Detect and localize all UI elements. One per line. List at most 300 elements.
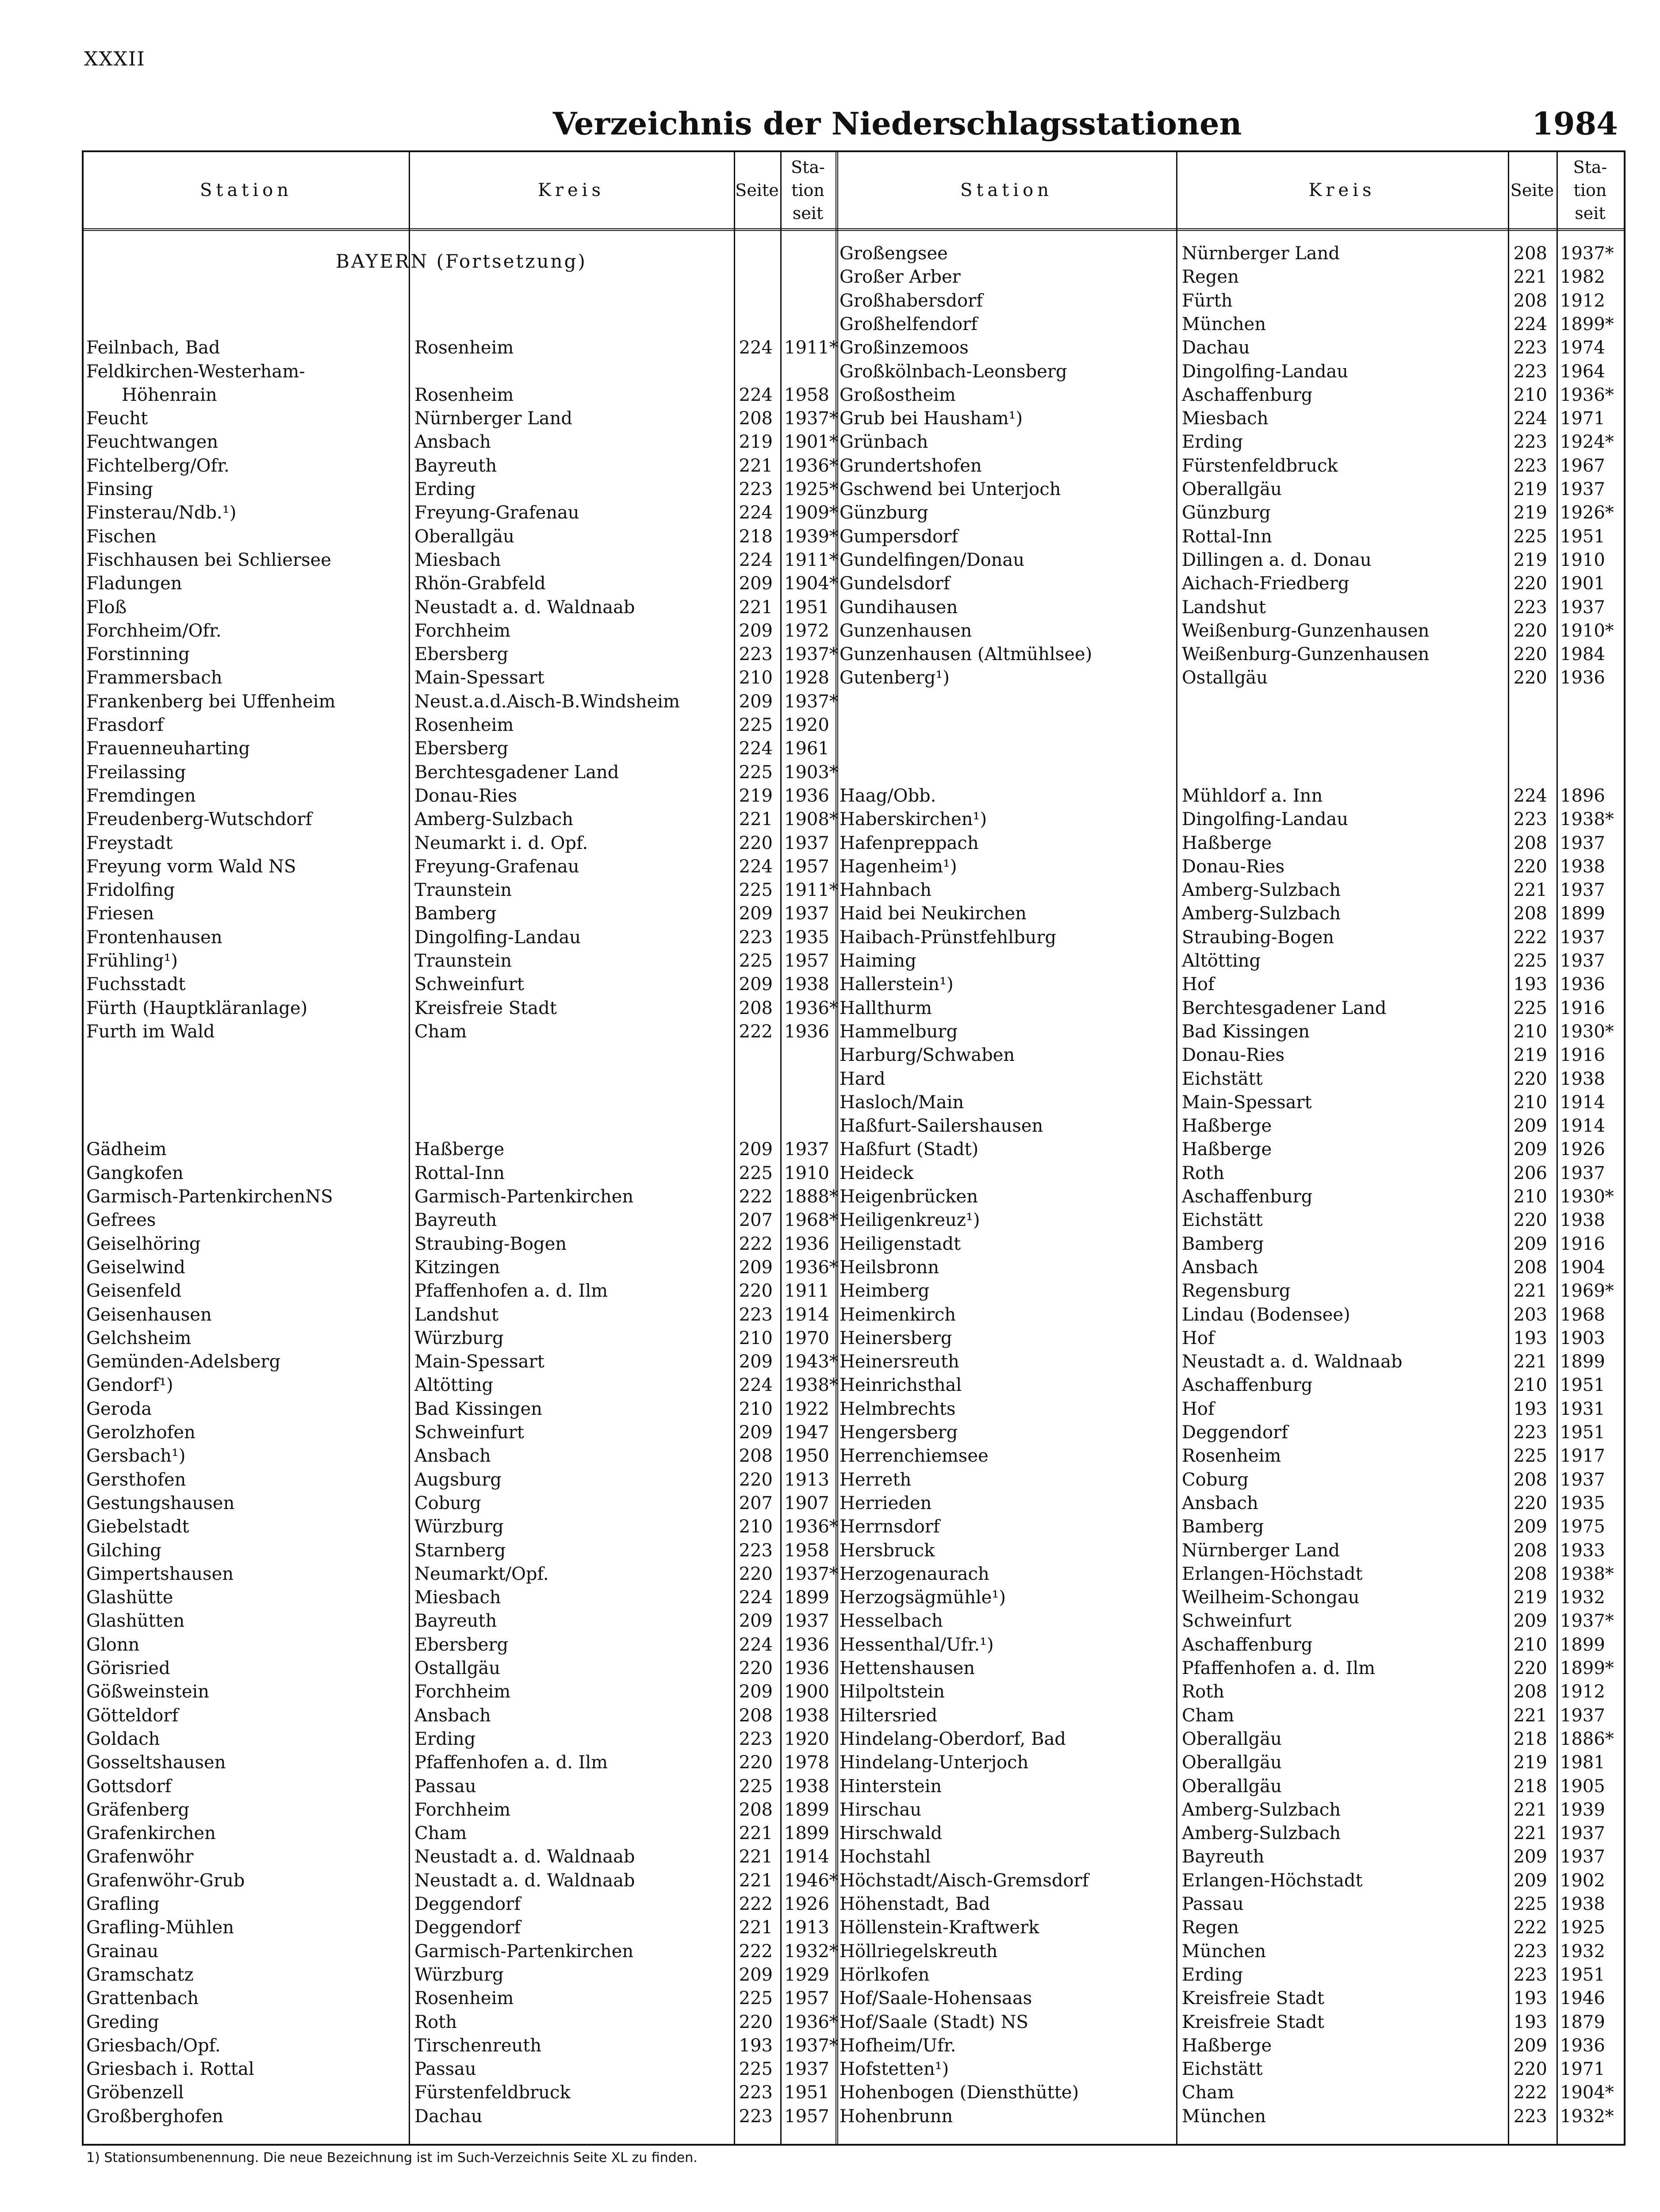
station-name: Höllenstein-Kraftwerk bbox=[840, 1917, 1039, 1938]
kreis-name: Ansbach bbox=[414, 1705, 491, 1726]
table-row bbox=[84, 972, 836, 996]
table-row bbox=[837, 2057, 1624, 2081]
header-kreis-right: Kreis bbox=[1308, 180, 1376, 200]
kreis-name: Rottal-Inn bbox=[414, 1163, 505, 1183]
kreis-name: Eichstätt bbox=[1182, 1068, 1263, 1089]
table-row bbox=[84, 1256, 836, 1279]
seite-value: 209 bbox=[739, 1964, 773, 1985]
seite-value: 209 bbox=[739, 1611, 773, 1632]
kreis-name: Ebersberg bbox=[414, 1634, 509, 1655]
station-since: 1904* bbox=[784, 573, 838, 594]
table-row bbox=[84, 996, 836, 1020]
kreis-name: Roth bbox=[414, 2012, 457, 2032]
station-since: 1937* bbox=[784, 1563, 838, 1584]
station-name: Haßfurt (Stadt) bbox=[840, 1139, 979, 1160]
table-row bbox=[84, 2081, 836, 2104]
seite-value: 210 bbox=[1513, 1021, 1547, 1042]
page-number: XXXII bbox=[84, 48, 146, 70]
station-name: Haberskirchen¹) bbox=[840, 809, 987, 830]
kreis-name: Ansbach bbox=[414, 1446, 491, 1467]
table-row bbox=[837, 1232, 1624, 1256]
seite-value: 210 bbox=[739, 1398, 773, 1419]
kreis-name: Amberg-Sulzbach bbox=[1182, 903, 1341, 924]
station-since: 1899 bbox=[784, 1799, 829, 1820]
seite-value: 210 bbox=[1513, 1187, 1547, 1207]
kreis-name: Donau-Ries bbox=[1182, 1045, 1285, 1066]
header-seite-left: Seite bbox=[735, 180, 779, 200]
kreis-name: Fürth bbox=[1182, 290, 1233, 311]
station-since: 1935 bbox=[784, 927, 829, 948]
seite-value: 208 bbox=[1513, 1682, 1547, 1702]
station-since: 1899 bbox=[1560, 1352, 1605, 1372]
seite-value: 203 bbox=[1513, 1304, 1547, 1325]
station-name: Freystadt bbox=[86, 833, 173, 853]
table-row bbox=[837, 926, 1624, 949]
station-since: 1916 bbox=[1560, 998, 1605, 1018]
kreis-name: Rhön-Grabfeld bbox=[414, 573, 546, 594]
kreis-name: Bamberg bbox=[1182, 1233, 1264, 1254]
table-row bbox=[837, 1373, 1624, 1397]
station-name: Herrnsdorf bbox=[840, 1517, 940, 1537]
seite-value: 221 bbox=[739, 809, 773, 830]
station-name: Frammersbach bbox=[86, 668, 222, 688]
table-row bbox=[837, 1869, 1624, 1893]
station-name: Forchheim/Ofr. bbox=[86, 620, 222, 641]
kreis-name: Rosenheim bbox=[414, 384, 514, 405]
table-row bbox=[84, 595, 836, 619]
kreis-name: Erding bbox=[414, 1728, 476, 1749]
station-since: 1957 bbox=[784, 951, 829, 971]
seite-value: 223 bbox=[1513, 432, 1547, 453]
station-name: Frontenhausen bbox=[86, 927, 222, 948]
station-name: Hinterstein bbox=[840, 1776, 942, 1797]
kreis-name: Amberg-Sulzbach bbox=[1182, 1799, 1341, 1820]
kreis-name: Weißenburg-Gunzenhausen bbox=[1182, 644, 1430, 665]
station-since: 1902 bbox=[1560, 1870, 1605, 1891]
station-name: Fischhausen bei Schliersee bbox=[86, 549, 331, 570]
table-row bbox=[84, 1562, 836, 1586]
station-since: 1936 bbox=[784, 1233, 829, 1254]
station-since: 1899 bbox=[1560, 1634, 1605, 1655]
table-row bbox=[84, 642, 836, 666]
station-since: 1901 bbox=[1560, 573, 1605, 594]
seite-value: 193 bbox=[1513, 1988, 1547, 2009]
seite-value: 209 bbox=[739, 974, 773, 995]
kreis-name: Schweinfurt bbox=[414, 974, 524, 995]
station-name: Floß bbox=[86, 597, 127, 618]
table-row bbox=[84, 1326, 836, 1350]
table-row bbox=[84, 902, 836, 926]
seite-value: 209 bbox=[739, 1352, 773, 1372]
seite-value: 209 bbox=[1513, 1139, 1547, 1160]
table-row bbox=[837, 477, 1624, 501]
station-name: Gößweinstein bbox=[86, 1682, 210, 1702]
seite-value: 220 bbox=[739, 1281, 773, 1302]
station-name: Hirschau bbox=[840, 1799, 922, 1820]
station-name: Grafling bbox=[86, 1894, 160, 1914]
station-name: Höhenrain bbox=[122, 384, 217, 405]
station-since: 1900 bbox=[784, 1682, 829, 1702]
seite-value: 218 bbox=[739, 526, 773, 547]
station-name: Hahnbach bbox=[840, 880, 932, 901]
station-since: 1937* bbox=[784, 644, 838, 665]
table-row bbox=[837, 1892, 1624, 1916]
station-name: Glashütte bbox=[86, 1587, 173, 1608]
seite-value: 220 bbox=[739, 1658, 773, 1678]
seite-value: 222 bbox=[739, 1941, 773, 1962]
seite-value: 223 bbox=[739, 1728, 773, 1749]
seite-value: 223 bbox=[739, 927, 773, 948]
kreis-name: Roth bbox=[1182, 1163, 1225, 1183]
seite-value: 220 bbox=[1513, 620, 1547, 641]
station-since: 1964 bbox=[1560, 361, 1605, 382]
station-since: 1937 bbox=[784, 833, 829, 853]
table-row bbox=[84, 1421, 836, 1444]
seite-value: 224 bbox=[1513, 314, 1547, 334]
kreis-name: Straubing-Bogen bbox=[414, 1233, 567, 1254]
kreis-name: Eichstätt bbox=[1182, 2059, 1263, 2080]
seite-value: 222 bbox=[739, 1021, 773, 1042]
table-row bbox=[84, 1491, 836, 1515]
kreis-name: Donau-Ries bbox=[1182, 856, 1285, 877]
seite-value: 224 bbox=[739, 338, 773, 358]
kreis-name: Rosenheim bbox=[414, 338, 514, 358]
kreis-name: Dingolfing-Landau bbox=[414, 927, 581, 948]
kreis-name: Neumarkt i. d. Opf. bbox=[414, 833, 588, 853]
kreis-name: Landshut bbox=[414, 1304, 498, 1325]
table-row bbox=[84, 619, 836, 643]
kreis-name: Weilheim-Schongau bbox=[1182, 1587, 1360, 1608]
kreis-name: Ostallgäu bbox=[414, 1658, 501, 1678]
station-since: 1937* bbox=[784, 691, 838, 712]
station-since: 1957 bbox=[784, 856, 829, 877]
seite-value: 220 bbox=[1513, 668, 1547, 688]
station-name: Heimenkirch bbox=[840, 1304, 956, 1325]
station-since: 1932* bbox=[784, 1941, 838, 1962]
station-since: 1914 bbox=[1560, 1092, 1605, 1113]
seite-value: 219 bbox=[1513, 479, 1547, 499]
station-since: 1920 bbox=[784, 715, 829, 735]
seite-value: 221 bbox=[739, 1870, 773, 1891]
station-name: Hohenbrunn bbox=[840, 2106, 953, 2127]
station-name: Gunzenhausen bbox=[840, 620, 972, 641]
table-row bbox=[837, 1916, 1624, 1939]
table-row bbox=[84, 383, 836, 407]
station-name: Hilpoltstein bbox=[840, 1682, 945, 1702]
header-seit-left: Sta- tion seit bbox=[791, 157, 825, 223]
kreis-name: Garmisch-Partenkirchen bbox=[414, 1941, 634, 1962]
table-row bbox=[84, 1468, 836, 1492]
table-row bbox=[837, 548, 1624, 572]
station-since: 1930* bbox=[1560, 1187, 1614, 1207]
kreis-name: Altötting bbox=[1182, 951, 1261, 971]
station-since: 1924* bbox=[1560, 432, 1614, 453]
kreis-name: Bad Kissingen bbox=[1182, 1021, 1310, 1042]
station-name: Gestungshausen bbox=[86, 1493, 235, 1513]
table-row bbox=[837, 312, 1624, 336]
kreis-name: Erlangen-Höchstadt bbox=[1182, 1563, 1363, 1584]
station-since: 1936 bbox=[1560, 668, 1605, 688]
table-row bbox=[837, 454, 1624, 478]
seite-value: 224 bbox=[739, 738, 773, 759]
kreis-name: Starnberg bbox=[414, 1540, 506, 1561]
station-name: Großberghofen bbox=[86, 2106, 223, 2127]
kreis-name: Pfaffenhofen a. d. Ilm bbox=[414, 1281, 608, 1302]
station-since: 1958 bbox=[784, 384, 829, 405]
seite-value: 223 bbox=[1513, 338, 1547, 358]
station-since: 1971 bbox=[1560, 408, 1605, 429]
seite-value: 223 bbox=[1513, 1422, 1547, 1443]
seite-value: 222 bbox=[1513, 927, 1547, 948]
table-row bbox=[837, 289, 1624, 313]
kreis-name: Main-Spessart bbox=[414, 668, 544, 688]
table-row bbox=[84, 1137, 836, 1161]
table-row bbox=[837, 1539, 1624, 1563]
seite-value: 220 bbox=[739, 2012, 773, 2032]
table-row bbox=[837, 383, 1624, 407]
station-since: 1912 bbox=[1560, 290, 1605, 311]
table-row bbox=[837, 1751, 1624, 1774]
table-row bbox=[84, 1916, 836, 1939]
table-row bbox=[837, 1256, 1624, 1279]
table-row bbox=[84, 855, 836, 879]
seite-value: 222 bbox=[1513, 2082, 1547, 2103]
station-since: 1911* bbox=[784, 338, 838, 358]
station-since: 1909* bbox=[784, 503, 838, 523]
station-since: 1910* bbox=[1560, 620, 1614, 641]
seite-value: 220 bbox=[1513, 1493, 1547, 1513]
station-since: 1968 bbox=[1560, 1304, 1605, 1325]
station-since: 1914 bbox=[784, 1304, 829, 1325]
seite-value: 223 bbox=[1513, 2106, 1547, 2127]
station-since: 1938 bbox=[1560, 856, 1605, 877]
station-since: 1937* bbox=[1560, 243, 1614, 264]
seite-value: 221 bbox=[1513, 1705, 1547, 1726]
seite-value: 209 bbox=[739, 691, 773, 712]
kreis-name: Würzburg bbox=[414, 1517, 504, 1537]
seite-value: 209 bbox=[739, 573, 773, 594]
station-name: Hofstetten¹) bbox=[840, 2059, 949, 2080]
seite-value: 210 bbox=[739, 668, 773, 688]
station-since: 1932* bbox=[1560, 2106, 1614, 2127]
kreis-name: Aschaffenburg bbox=[1182, 1375, 1313, 1396]
station-name: Geisenhausen bbox=[86, 1304, 212, 1325]
kreis-name: Landshut bbox=[1182, 597, 1266, 618]
station-name: Gundihausen bbox=[840, 597, 958, 618]
station-name: Fremdingen bbox=[86, 785, 196, 806]
station-name: Großengsee bbox=[840, 243, 948, 264]
station-name: Finsing bbox=[86, 479, 153, 499]
station-since: 1917 bbox=[1560, 1446, 1605, 1467]
seite-value: 222 bbox=[739, 1187, 773, 1207]
station-name: Höchstadt/Aisch-Gremsdorf bbox=[840, 1870, 1089, 1891]
station-name: Grafenwöhr bbox=[86, 1847, 194, 1867]
station-name: Hochstahl bbox=[840, 1847, 931, 1867]
seite-value: 223 bbox=[739, 1304, 773, 1325]
table-row bbox=[84, 548, 836, 572]
seite-value: 225 bbox=[1513, 951, 1547, 971]
kreis-name: Ansbach bbox=[1182, 1493, 1258, 1513]
kreis-name: Passau bbox=[1182, 1894, 1244, 1914]
table-row bbox=[837, 1020, 1624, 1044]
kreis-name: Dachau bbox=[1182, 338, 1250, 358]
station-since: 1938* bbox=[1560, 1563, 1614, 1584]
station-since: 1951 bbox=[784, 597, 829, 618]
table-row bbox=[837, 1821, 1624, 1845]
kreis-name: Deggendorf bbox=[414, 1894, 521, 1914]
kreis-name: Main-Spessart bbox=[414, 1352, 544, 1372]
station-name: Hallthurm bbox=[840, 998, 932, 1018]
header-station-right: Station bbox=[960, 180, 1053, 200]
station-since: 1951 bbox=[784, 2082, 829, 2103]
kreis-name: Deggendorf bbox=[414, 1917, 521, 1938]
seite-value: 210 bbox=[739, 1328, 773, 1348]
station-name: Hindelang-Unterjoch bbox=[840, 1752, 1029, 1773]
table-row bbox=[837, 1114, 1624, 1138]
header-station-left: Station bbox=[199, 180, 293, 200]
station-since: 1899 bbox=[784, 1587, 829, 1608]
table-row bbox=[84, 1279, 836, 1303]
kreis-name: Coburg bbox=[414, 1493, 481, 1513]
seite-value: 223 bbox=[1513, 809, 1547, 830]
station-name: Grafling-Mühlen bbox=[86, 1917, 234, 1938]
kreis-name: Aichach-Friedberg bbox=[1182, 573, 1349, 594]
station-name: Gramschatz bbox=[86, 1964, 194, 1985]
kreis-name: Oberallgäu bbox=[1182, 479, 1282, 499]
kreis-name: Passau bbox=[414, 2059, 476, 2080]
station-since: 1903 bbox=[1560, 1328, 1605, 1348]
seite-value: 210 bbox=[1513, 384, 1547, 405]
station-name: Herzogenaurach bbox=[840, 1563, 989, 1584]
table-row bbox=[837, 619, 1624, 643]
station-since: 1938 bbox=[784, 1705, 829, 1726]
header-seit-right: Sta- tion seit bbox=[1573, 157, 1607, 223]
seite-value: 209 bbox=[1513, 1611, 1547, 1632]
station-name: Grünbach bbox=[840, 432, 928, 453]
table-row bbox=[84, 1515, 836, 1539]
seite-value: 209 bbox=[1513, 2035, 1547, 2056]
table-row bbox=[837, 1279, 1624, 1303]
station-name: Gunzenhausen (Altmühlsee) bbox=[840, 644, 1093, 665]
year-label: 1984 bbox=[1532, 105, 1618, 142]
table-row bbox=[84, 1656, 836, 1680]
seite-value: 208 bbox=[1513, 243, 1547, 264]
kreis-name: Ansbach bbox=[1182, 1257, 1258, 1278]
station-since: 1937 bbox=[1560, 479, 1605, 499]
kreis-name: Traunstein bbox=[414, 951, 512, 971]
station-since: 1926 bbox=[1560, 1139, 1605, 1160]
seite-value: 221 bbox=[1513, 880, 1547, 901]
station-since: 1937* bbox=[784, 2035, 838, 2056]
station-name: Geroda bbox=[86, 1398, 152, 1419]
station-name: Gersbach¹) bbox=[86, 1446, 186, 1467]
seite-value: 225 bbox=[1513, 998, 1547, 1018]
table-row bbox=[84, 1444, 836, 1468]
kreis-name: Kreisfreie Stadt bbox=[414, 998, 557, 1018]
kreis-name: Hof bbox=[1182, 1328, 1215, 1348]
station-since: 1936* bbox=[784, 2012, 838, 2032]
station-name: Griesbach i. Rottal bbox=[86, 2059, 254, 2080]
station-name: Fuchsstadt bbox=[86, 974, 186, 995]
kreis-name: Berchtesgadener Land bbox=[1182, 998, 1387, 1018]
table-row bbox=[837, 1067, 1624, 1091]
station-name: Griesbach/Opf. bbox=[86, 2035, 221, 2056]
seite-value: 223 bbox=[1513, 1941, 1547, 1962]
table-row bbox=[84, 2010, 836, 2034]
station-since: 1936 bbox=[784, 1658, 829, 1678]
kreis-name: Bayreuth bbox=[414, 455, 497, 476]
station-name: Gutenberg¹) bbox=[840, 668, 950, 688]
seite-value: 221 bbox=[739, 1823, 773, 1844]
kreis-name: Pfaffenhofen a. d. Ilm bbox=[1182, 1658, 1376, 1678]
seite-value: 210 bbox=[1513, 1092, 1547, 1113]
seite-value: 209 bbox=[739, 1257, 773, 1278]
table-row bbox=[84, 430, 836, 454]
table-row bbox=[84, 1774, 836, 1798]
seite-value: 220 bbox=[1513, 856, 1547, 877]
seite-value: 220 bbox=[739, 1752, 773, 1773]
seite-value: 223 bbox=[739, 479, 773, 499]
station-since: 1951 bbox=[1560, 526, 1605, 547]
seite-value: 207 bbox=[739, 1210, 773, 1231]
table-row bbox=[84, 407, 836, 430]
seite-value: 209 bbox=[1513, 1847, 1547, 1867]
seite-value: 208 bbox=[739, 1705, 773, 1726]
seite-value: 224 bbox=[739, 503, 773, 523]
seite-value: 220 bbox=[1513, 1068, 1547, 1089]
station-name: Fürth (Hauptkläranlage) bbox=[86, 998, 308, 1018]
station-since: 1888* bbox=[784, 1187, 838, 1207]
seite-value: 223 bbox=[739, 644, 773, 665]
table-row bbox=[84, 1633, 836, 1657]
table-row bbox=[84, 1161, 836, 1185]
station-since: 1936 bbox=[1560, 2035, 1605, 2056]
kreis-name: Passau bbox=[414, 1776, 476, 1797]
table-row bbox=[837, 1091, 1624, 1114]
section-label: BAYERN (Fortsetzung) bbox=[336, 250, 587, 272]
station-since: 1907 bbox=[784, 1493, 829, 1513]
table-row bbox=[837, 1986, 1624, 2010]
station-since: 1937 bbox=[1560, 1469, 1605, 1490]
seite-value: 220 bbox=[739, 1469, 773, 1490]
kreis-name: Hof bbox=[1182, 1398, 1215, 1419]
seite-value: 225 bbox=[739, 880, 773, 901]
table-row bbox=[837, 501, 1624, 525]
table-row bbox=[837, 525, 1624, 549]
station-name: Höllriegelskreuth bbox=[840, 1941, 998, 1962]
seite-value: 193 bbox=[1513, 2012, 1547, 2032]
seite-value: 224 bbox=[739, 856, 773, 877]
kreis-name: Eichstätt bbox=[1182, 1210, 1263, 1231]
station-name: Glashütten bbox=[86, 1611, 185, 1632]
table-row bbox=[837, 902, 1624, 926]
station-name: Hirschwald bbox=[840, 1823, 942, 1844]
kreis-name: Haßberge bbox=[414, 1139, 505, 1160]
station-since: 1916 bbox=[1560, 1045, 1605, 1066]
kreis-name: Ebersberg bbox=[414, 738, 509, 759]
station-since: 1911 bbox=[784, 1281, 829, 1302]
kreis-name: Kitzingen bbox=[414, 1257, 500, 1278]
kreis-name: Weißenburg-Gunzenhausen bbox=[1182, 620, 1430, 641]
footnote: 1) Stationsumbenennung. Die neue Bezeichnung ist im Such-Verzeichnis Seite XL zu finden. bbox=[86, 2150, 698, 2166]
seite-value: 221 bbox=[739, 1847, 773, 1867]
kreis-name: Berchtesgadener Land bbox=[414, 762, 619, 783]
table-row bbox=[84, 1586, 836, 1609]
station-since: 1896 bbox=[1560, 785, 1605, 806]
table-row bbox=[84, 1350, 836, 1374]
station-since: 1899 bbox=[784, 1823, 829, 1844]
seite-value: 222 bbox=[739, 1233, 773, 1254]
